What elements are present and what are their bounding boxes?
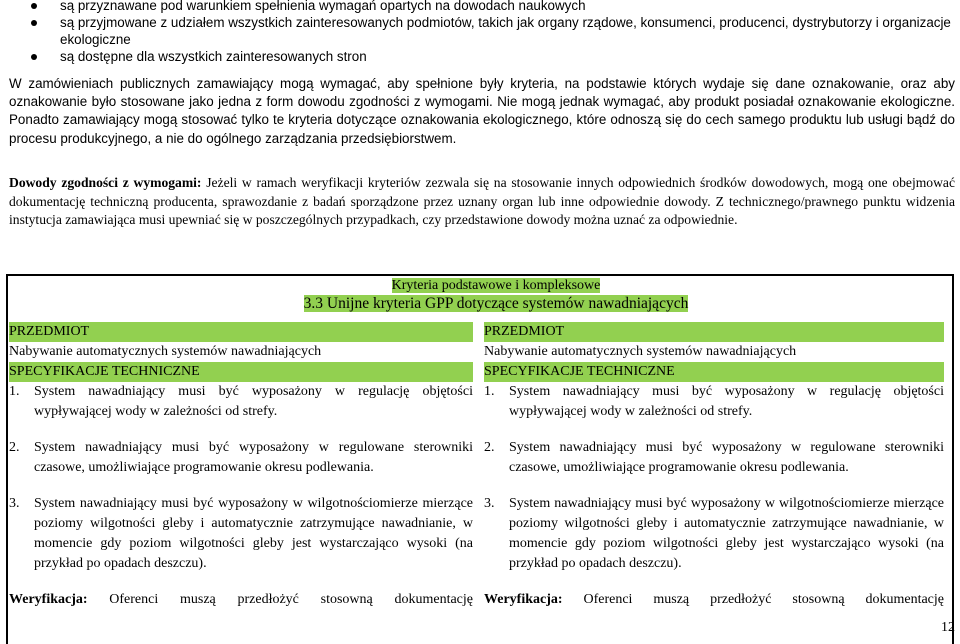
requirement-text: System nawadniający musi być wyposażony w wilgotnościomierze mierzące poziomy wilgotności gleby i automatycznie zatrzymujące nawadnianie, w momencie gdy poziom wilgotności gleby jest wystarczająco wysoki (na przykład po opadach deszczu). [34,496,473,571]
bullet-item [8,14,956,48]
requirement-number: 1. [484,384,495,399]
bullet-text: są przyjmowane z udziałem wszystkich zainteresowanych podmiotów, takich jak organy rządowe, konsumenci, producenci, dystrybutorzy i organizacje ekologiczne [60,15,951,47]
bullet-item [8,0,956,14]
paragraph-evidence-lead: Dowody zgodności z wymogami: [9,175,202,190]
table-header-line2: 3.3 Unijne kryteria GPP dotyczące systemów nawadniających [303,295,689,312]
criteria-table-header [10,277,952,313]
paragraph-evidence [9,174,955,230]
requirement-number: 3. [484,496,495,511]
subject-text: Nabywanie automatycznych systemów nawadniających [484,344,797,359]
verification-line [484,590,944,610]
verification-line [9,590,473,610]
spec-label: SPECYFIKACJE TECHNICZNE [9,362,473,382]
bullet-list [8,0,956,65]
requirement-number: 1. [9,384,20,399]
subject-label: PRZEDMIOT [484,322,944,342]
criteria-column-core [9,322,473,610]
subject-text: Nabywanie automatycznych systemów nawadniających [9,344,322,359]
requirement-item [484,382,944,422]
requirement-number: 2. [9,440,20,455]
requirement-item [484,494,944,574]
bullet-dot-icon [31,3,37,9]
requirement-item [9,382,473,422]
paragraph-eco-labels: W zamówieniach publicznych zamawiający mogą wymagać, aby spełnione były kryteria, na podstawie których wydaje się dane oznakowanie, oraz aby oznakowanie było stosowane jako jedna z form dowodu zgodności z wymogami. Nie mogą jednak wymagać, aby produkt posiadał oznakowanie ekologiczne. Ponadto zamawiający mogą stosować tylko te kryteria dotyczące oznakowania ekologicznego, które odnoszą się do cech samego produktu lub usługi bądź do procesu produkcyjnego, a nie do ogólnego zarządzania przedsiębiorstwem. [9,76,955,146]
requirement-item [484,438,944,478]
requirement-text: System nawadniający musi być wyposażony w regulowane sterowniki czasowe, umożliwiające programowanie okresu podlewania. [509,440,944,475]
paragraph-evidence-body: Jeżeli w ramach weryfikacji kryteriów zezwala się na stosowanie innych odpowiednich środków dowodowych, mogą one obejmować dokumentację techniczną producenta, sprawozdanie z badań sporządzone przez uznany organ lub inne odpowiednie dowody. Z technicznego/prawnego punktu widzenia instytucja zamawiająca musi upewniać się w poszczególnych przypadkach, czy przedstawione dowody można uznać za odpowiednie. [9,175,955,228]
subject-label: PRZEDMIOT [9,322,473,342]
bullet-text: są dostępne dla wszystkich zainteresowanych stron [60,49,367,64]
requirement-text: System nawadniający musi być wyposażony w regulację objętości wypływającej wody w zależności od strefy. [509,384,944,419]
criteria-column-comprehensive [484,322,944,610]
verification-label: Weryfikacja: [484,592,563,607]
requirement-text: System nawadniający musi być wyposażony w regulowane sterowniki czasowe, umożliwiające programowanie okresu podlewania. [34,440,473,475]
requirement-number: 2. [484,440,495,455]
verification-text: Oferenci muszą przedłożyć stosowną dokumentację [109,592,474,607]
requirement-number: 3. [9,496,20,511]
page-number: 12 [941,620,955,635]
table-header-line1: Kryteria podstawowe i kompleksowe [391,278,601,293]
bullet-item [8,48,956,65]
requirement-text: System nawadniający musi być wyposażony w wilgotnościomierze mierzące poziomy wilgotności gleby i automatycznie zatrzymujące nawadnianie, w momencie gdy poziom wilgotności gleby jest wystarczająco wysoki (na przykład po opadach deszczu). [509,496,944,571]
requirement-item [9,494,473,574]
spec-label: SPECYFIKACJE TECHNICZNE [484,362,944,382]
bullet-dot-icon [31,54,37,60]
verification-text: Oferenci muszą przedłożyć stosowną dokumentację [583,592,944,607]
bullet-dot-icon [31,20,37,26]
verification-label: Weryfikacja: [9,592,88,607]
requirement-text: System nawadniający musi być wyposażony w regulację objętości wypływającej wody w zależności od strefy. [34,384,473,419]
requirement-item [9,438,473,478]
bullet-text: są przyznawane pod warunkiem spełnienia wymagań opartych na dowodach naukowych [60,0,586,13]
